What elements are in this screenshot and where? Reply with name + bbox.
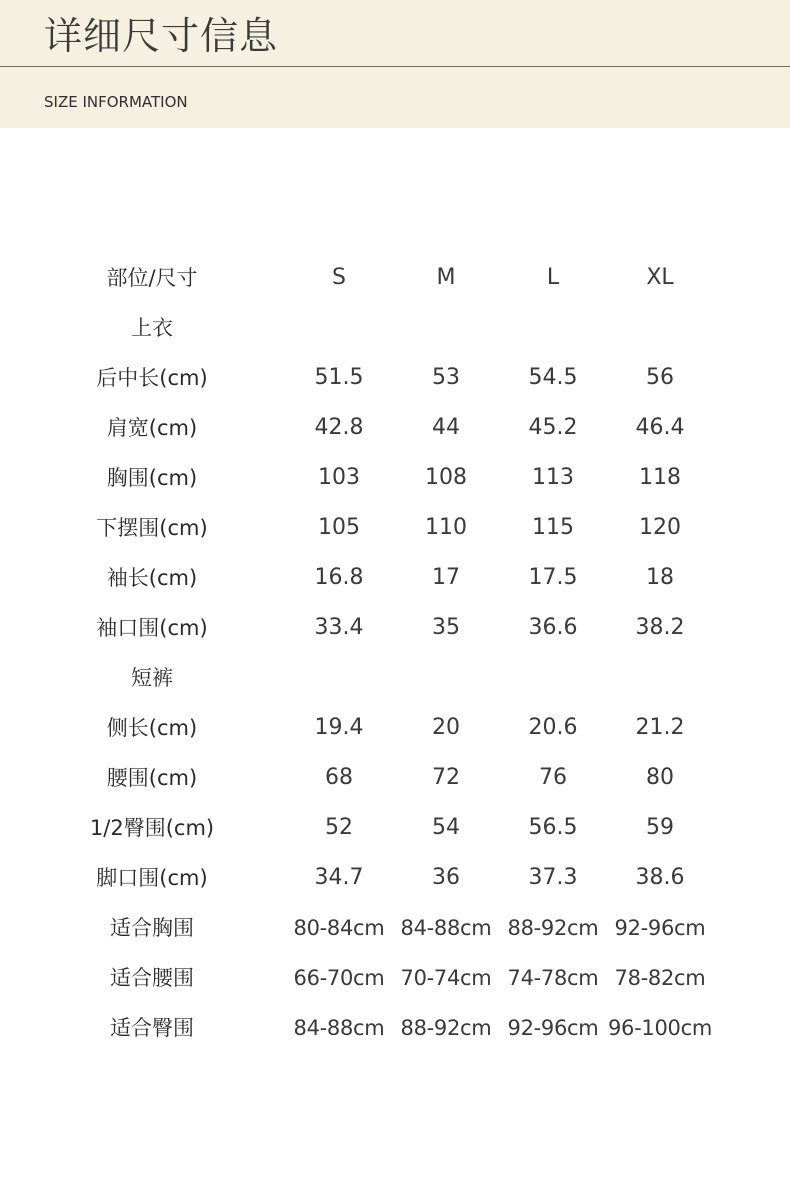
table-cell: 54.5 — [528, 365, 578, 390]
table-cell: 38.2 — [635, 615, 685, 640]
table-cell: 66-70cm — [293, 966, 385, 990]
column-header-s: S — [332, 265, 346, 290]
table-cell: 46.4 — [635, 415, 685, 440]
section-label: 短裤 — [131, 666, 173, 690]
table-cell: 56.5 — [528, 815, 578, 840]
table-row — [0, 503, 790, 553]
table-cell: 44 — [432, 415, 460, 440]
table-cell: 54 — [432, 815, 460, 840]
table-cell: 103 — [318, 465, 360, 490]
table-cell: 36.6 — [528, 615, 578, 640]
table-cell: 17 — [432, 565, 460, 590]
table-row-fit — [0, 953, 790, 1003]
table-cell: 92-96cm — [507, 1016, 599, 1040]
table-cell: 45.2 — [528, 415, 578, 440]
table-cell — [607, 303, 713, 353]
table-cell: 76 — [539, 765, 567, 790]
table-cell: 88-92cm — [400, 1016, 492, 1040]
size-table — [0, 253, 790, 1053]
table-cell — [286, 303, 392, 353]
table-cell: 20.6 — [528, 715, 578, 740]
table-cell: 113 — [532, 465, 574, 490]
row-label: 腰围(cm) — [106, 766, 198, 790]
table-cell: 96-100cm — [608, 1016, 712, 1040]
row-label: 袖口围(cm) — [96, 616, 208, 640]
table-cell — [607, 653, 713, 703]
table-cell: 68 — [325, 765, 353, 790]
table-cell: 80-84cm — [293, 916, 385, 940]
table-cell — [500, 653, 606, 703]
table-cell — [393, 303, 499, 353]
table-cell: 74-78cm — [507, 966, 599, 990]
table-cell — [393, 653, 499, 703]
column-header-m: M — [436, 265, 456, 290]
table-cell: 105 — [318, 515, 360, 540]
page-title: 详细尺寸信息 — [44, 14, 279, 58]
table-section-shorts — [0, 653, 790, 703]
column-header-part: 部位/尺寸 — [106, 266, 198, 290]
table-cell: 70-74cm — [400, 966, 492, 990]
table-cell: 56 — [646, 365, 674, 390]
table-cell: 16.8 — [314, 565, 364, 590]
table-cell: 19.4 — [314, 715, 364, 740]
row-label: 下摆围(cm) — [96, 516, 208, 540]
table-row — [0, 553, 790, 603]
table-cell: 80 — [646, 765, 674, 790]
row-label: 后中长(cm) — [96, 366, 208, 390]
table-cell: 110 — [425, 515, 467, 540]
table-cell: 84-88cm — [293, 1016, 385, 1040]
table-row — [0, 853, 790, 903]
table-row — [0, 403, 790, 453]
table-section-top — [0, 303, 790, 353]
table-cell — [286, 653, 392, 703]
row-label: 1/2臀围(cm) — [89, 816, 215, 840]
section-label: 上衣 — [131, 316, 173, 340]
table-cell: 115 — [532, 515, 574, 540]
table-cell: 33.4 — [314, 615, 364, 640]
header-divider — [0, 66, 790, 67]
row-label: 胸围(cm) — [106, 466, 198, 490]
table-header-row — [0, 253, 790, 303]
table-cell: 42.8 — [314, 415, 364, 440]
table-cell: 53 — [432, 365, 460, 390]
table-cell: 52 — [325, 815, 353, 840]
table-cell: 108 — [425, 465, 467, 490]
table-cell: 37.3 — [528, 865, 578, 890]
table-cell — [500, 303, 606, 353]
table-cell: 21.2 — [635, 715, 685, 740]
row-label: 肩宽(cm) — [106, 416, 198, 440]
table-cell: 17.5 — [528, 565, 578, 590]
table-row-fit — [0, 903, 790, 953]
table-row — [0, 453, 790, 503]
header-banner — [0, 0, 790, 128]
table-cell: 51.5 — [314, 365, 364, 390]
table-cell: 72 — [432, 765, 460, 790]
table-cell: 35 — [432, 615, 460, 640]
table-cell: 92-96cm — [614, 916, 706, 940]
column-header-l: L — [546, 265, 560, 290]
table-row — [0, 803, 790, 853]
table-cell: 36 — [432, 865, 460, 890]
table-cell: 78-82cm — [614, 966, 706, 990]
row-label: 脚口围(cm) — [96, 866, 208, 890]
row-label: 适合胸围 — [110, 916, 194, 940]
table-cell: 59 — [646, 815, 674, 840]
table-row — [0, 603, 790, 653]
table-cell: 84-88cm — [400, 916, 492, 940]
table-row — [0, 353, 790, 403]
column-header-xl: XL — [646, 265, 674, 290]
table-cell: 20 — [432, 715, 460, 740]
table-cell: 118 — [639, 465, 681, 490]
table-cell: 34.7 — [314, 865, 364, 890]
row-label: 侧长(cm) — [106, 716, 198, 740]
table-cell: 88-92cm — [507, 916, 599, 940]
table-cell: 18 — [646, 565, 674, 590]
table-row — [0, 753, 790, 803]
table-cell: 38.6 — [635, 865, 685, 890]
table-cell: 120 — [639, 515, 681, 540]
table-row — [0, 703, 790, 753]
row-label: 袖长(cm) — [106, 566, 198, 590]
row-label: 适合臀围 — [110, 1016, 194, 1040]
row-label: 适合腰围 — [110, 966, 194, 990]
table-row-fit — [0, 1003, 790, 1053]
page-subtitle: SIZE INFORMATION — [44, 93, 188, 111]
